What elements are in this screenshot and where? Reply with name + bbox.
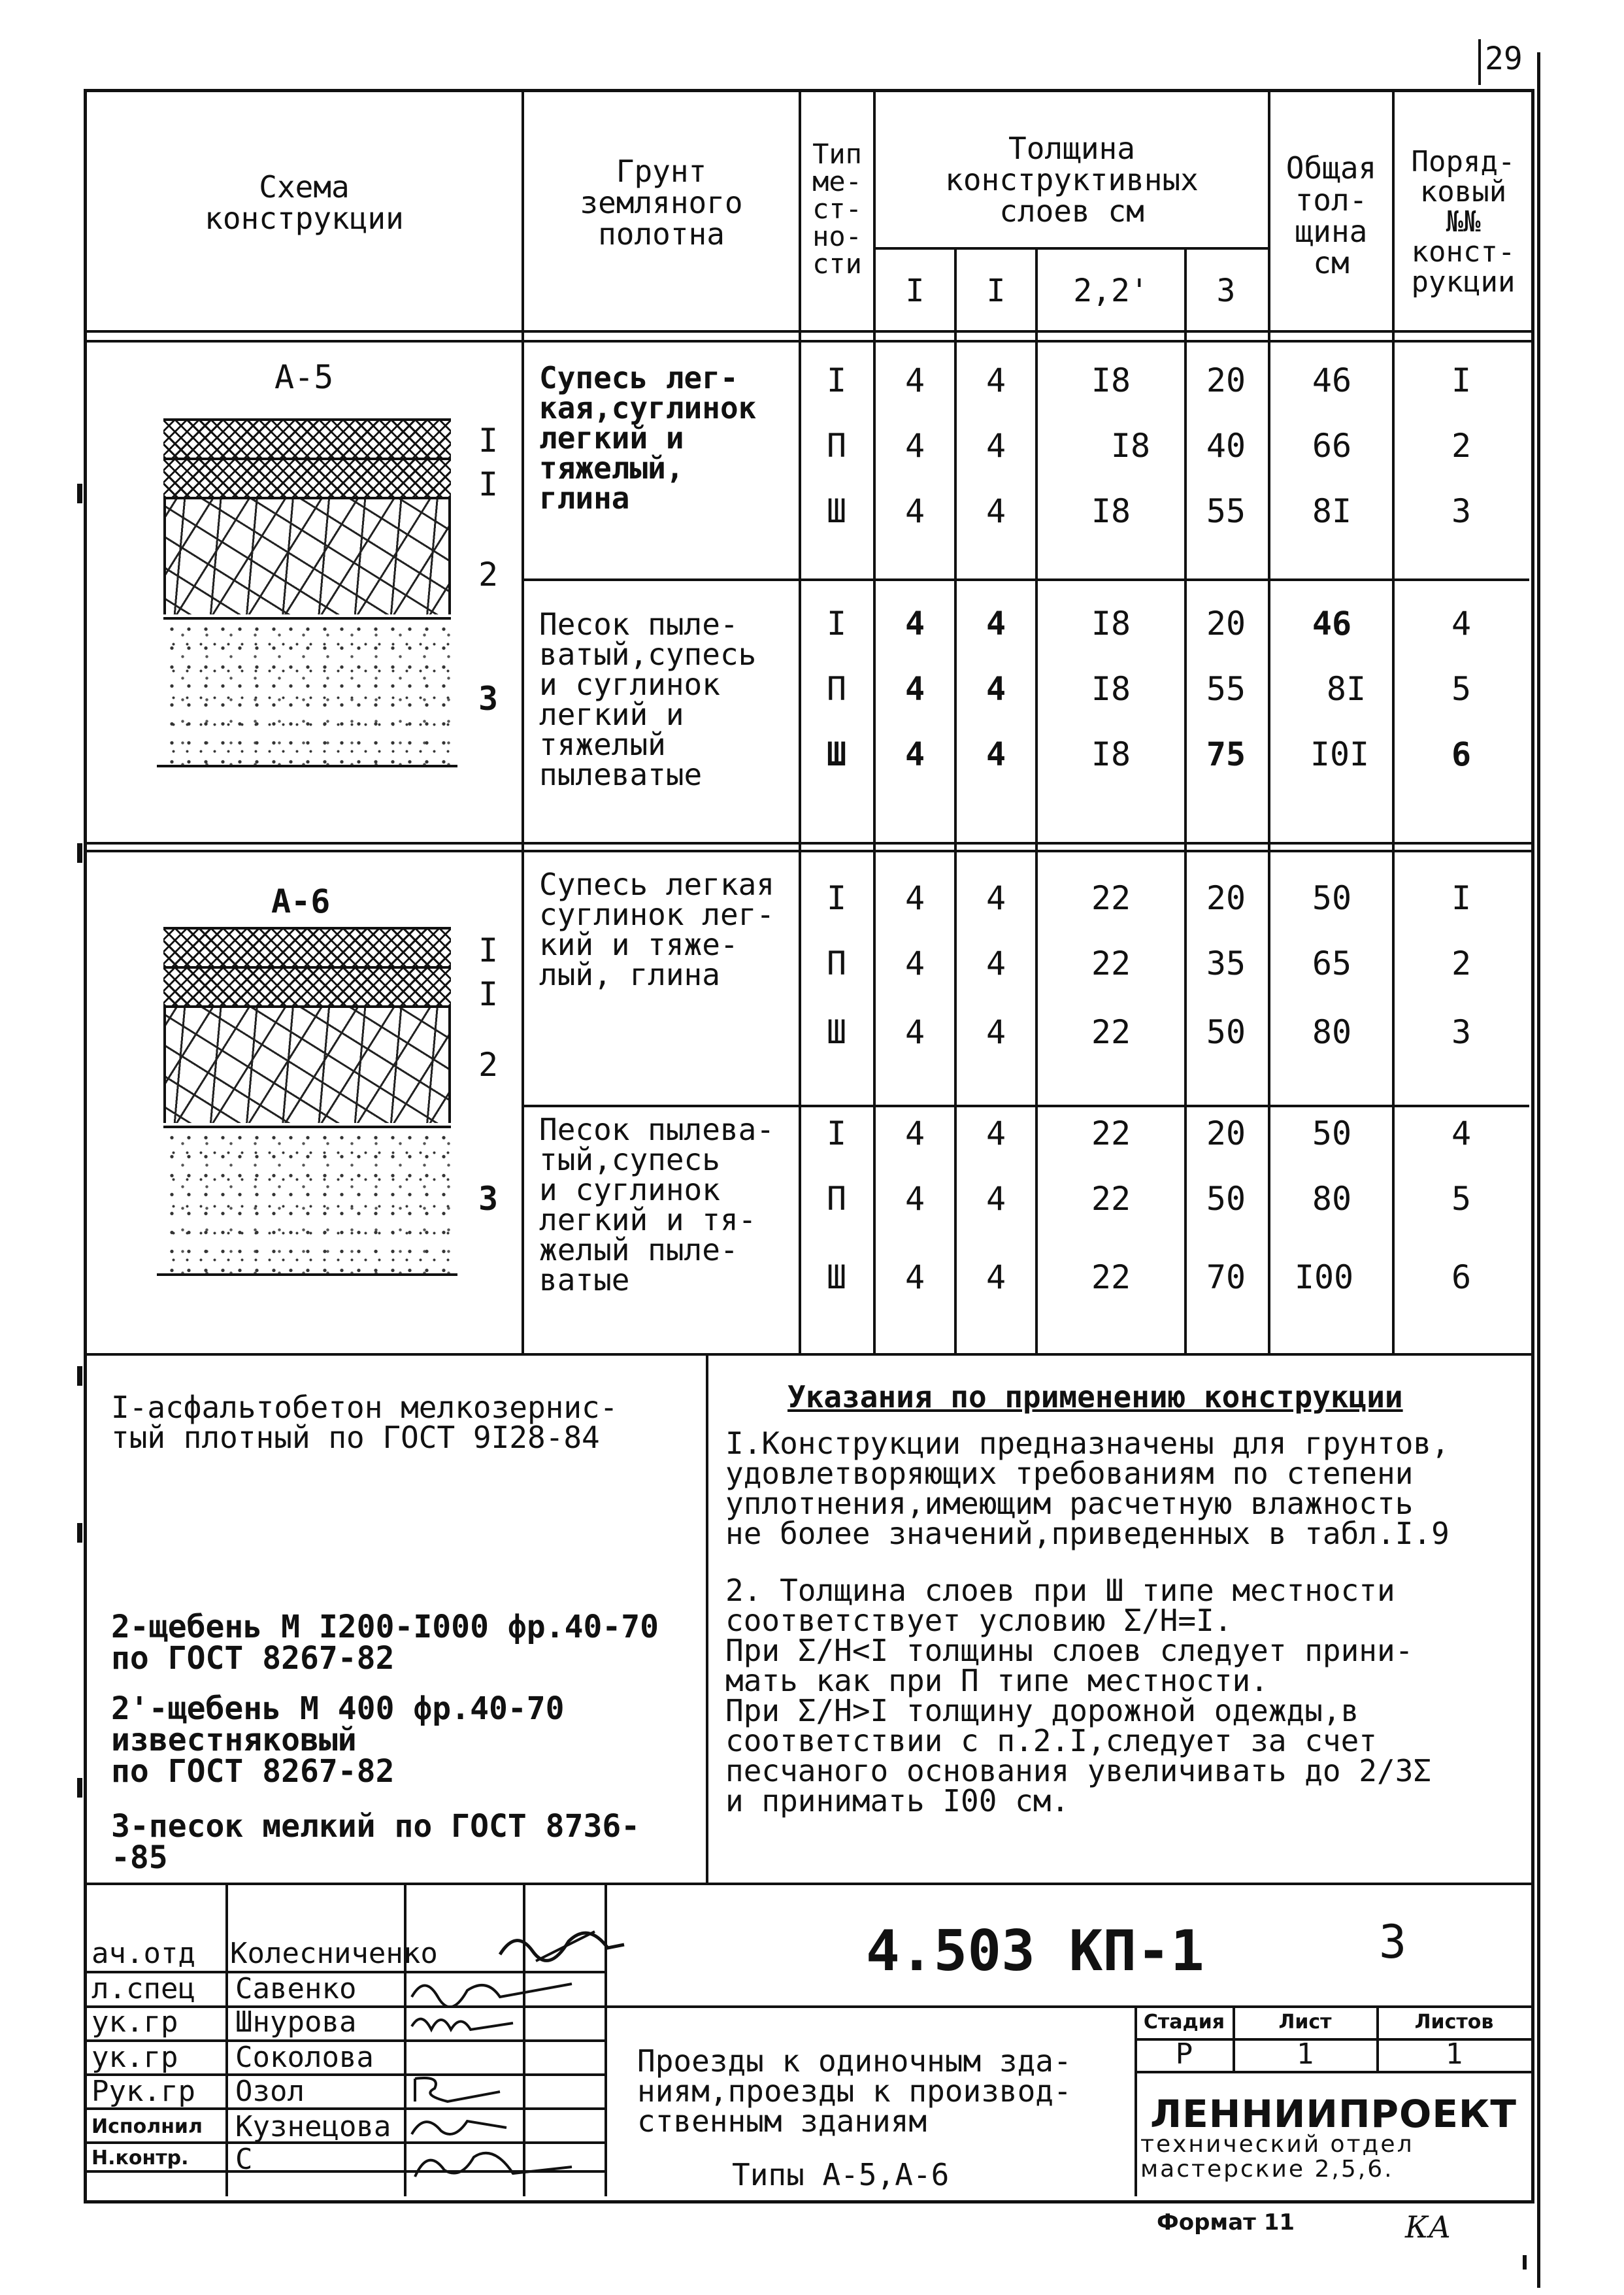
a5-g2-r2-order: 5 (1451, 670, 1472, 708)
a5-g2-r1-t2: 4 (986, 605, 1006, 643)
table-line (87, 1353, 1531, 1356)
a5-g2-r3-total: I0I (1310, 735, 1370, 773)
a6-label-layer-2: 2 (478, 1046, 499, 1084)
a6-g1-r2-t4: 35 (1206, 945, 1246, 982)
stamp-role-6: Исполнил (91, 2115, 203, 2138)
a5-g2-r1-t3: I8 (1091, 605, 1131, 643)
a6-g1-r1-t1: 4 (904, 879, 925, 917)
a6-layer-asphalt-2 (163, 966, 451, 1008)
a5-g1-r1-t1: 4 (904, 361, 925, 399)
notes-title: Указания по применению конструкции (787, 1379, 1403, 1415)
a5-g1-r1-t3: I8 (1091, 361, 1131, 399)
construction-a5-label: А-5 (274, 358, 334, 396)
a6-g1-r2-t1: 4 (904, 945, 925, 982)
table-line (954, 247, 957, 1354)
a6-g1-r2-order: 2 (1451, 945, 1472, 982)
signature-2 (408, 1971, 578, 2007)
a5-g1-r3-t1: 4 (904, 492, 925, 530)
a5-g2-r2-terrain: П (826, 670, 847, 708)
document-code-extra: 3 (1379, 1915, 1407, 1969)
a5-g1-r3-t4: 55 (1206, 492, 1246, 530)
header-scheme: Схема конструкции (205, 169, 404, 236)
a5-g1-r3-t2: 4 (986, 492, 1006, 530)
stage-value: Р (1175, 2037, 1193, 2071)
a6-g2-r1-terrain: I (826, 1114, 847, 1152)
legend-item-limestone: 2'-щебень М 400 фр.40-70 известняковый по ГОСТ 8267-82 (111, 1690, 565, 1790)
table-line (87, 340, 1531, 343)
table-line (87, 330, 1531, 333)
a6-g1-r2-t2: 4 (986, 945, 1006, 982)
stamp-role-7: Н.контр. (91, 2147, 189, 2169)
stamp-role-3: ук.гр (91, 2005, 178, 2039)
a5-g1-r2-t1: 4 (904, 427, 925, 465)
a6-soil-group-2: Песок пылева- тый,супесь и суглинок легкий и тя- желый пыле- ватые (539, 1112, 775, 1298)
a5-g2-r1-terrain: I (826, 605, 847, 643)
a6-g1-r3-t1: 4 (904, 1013, 925, 1051)
a5-g1-r1-total: 46 (1312, 361, 1352, 399)
a5-label-layer-1: I (478, 422, 499, 460)
document-code: 4.503 КП-1 (866, 1918, 1204, 1984)
a6-g1-r1-order: I (1451, 879, 1472, 917)
a5-g1-r1-t4: 20 (1206, 361, 1246, 399)
margin-tick (77, 484, 82, 503)
a6-g2-r3-t3: 22 (1091, 1258, 1131, 1296)
table-line (523, 578, 1529, 581)
a5-g2-r3-t2: 4 (986, 735, 1006, 773)
a6-g2-r3-terrain: Ш (826, 1258, 847, 1296)
drawing-title: Проезды к одиночным зда- ниям,проезды к производ- ственным зданиям (637, 2043, 1072, 2139)
a6-g2-r3-t1: 4 (904, 1258, 925, 1296)
stamp-role-4: ук.гр (91, 2041, 178, 2074)
signature-3 (408, 2007, 520, 2039)
legend-item-asphalt: I-асфальтобетон мелкозернис- тый плотный по ГОСТ 9I28-84 (111, 1390, 618, 1455)
construction-a6-label: А-6 (271, 882, 331, 920)
table-line (87, 850, 1531, 852)
table-line (87, 842, 1531, 845)
title-block-top (87, 1883, 1531, 1885)
a5-g2-r2-t3: I8 (1091, 670, 1131, 708)
a5-g1-r2-order: 2 (1451, 427, 1472, 465)
a5-g2-r3-t1: 4 (904, 735, 925, 773)
a5-g1-r2-total: 66 (1312, 427, 1352, 465)
a6-g2-r3-t4: 70 (1206, 1258, 1246, 1296)
a5-g1-r3-order: 3 (1451, 492, 1472, 530)
a6-g2-r2-t3: 22 (1091, 1180, 1131, 1218)
a6-label-layer-3: 3 (478, 1180, 499, 1218)
sheet-value: 1 (1296, 2037, 1314, 2071)
right-margin-line (1537, 52, 1540, 2288)
stage-label: Стадия (1143, 2011, 1225, 2034)
a5-g1-r2-t3: I8 (1110, 427, 1151, 465)
a6-g2-r1-t4: 20 (1206, 1114, 1246, 1152)
a6-label-layer-1b: I (478, 975, 499, 1013)
stamp-name-7: С (235, 2143, 253, 2176)
a6-g1-r3-t3: 22 (1091, 1013, 1131, 1051)
a5-layer-crushed-stone (163, 499, 451, 614)
a5-g2-r1-total: 46 (1312, 605, 1352, 643)
margin-tick (77, 843, 82, 863)
header-thickness: Толщина конструктивных слоев см (945, 130, 1199, 229)
a6-soil-group-1: Супесь легкая суглинок лег- кий и тяже- лый, глина (539, 867, 775, 992)
notes-paragraph-2: 2. Толщина слоев при Ш типе местности соответствует условию Σ/Н=I. При Σ/Н<I толщины слоев следует прини- мать как при П типе местности. При Σ/Н>I толщину дорожной одежды,в соответствии с п.2.I,следует за счет песчаного основания увеличивать до 2/3Σ и принимать I00 см. (725, 1573, 1432, 1818)
header-order: Поряд- ковый №№ конст- рукции (1411, 144, 1516, 299)
a6-g1-r1-terrain: I (826, 879, 847, 917)
stamp-name-6: Кузнецова (235, 2110, 391, 2143)
a6-g2-r1-t1: 4 (904, 1114, 925, 1152)
a5-g1-r1-terrain: I (826, 361, 847, 399)
stamp-line (1135, 2071, 1531, 2073)
header-terrain: Тип ме- ст- но- сти (812, 138, 862, 280)
handwritten-mark: КА (1405, 2209, 1451, 2245)
legend-notes-divider (706, 1353, 708, 1883)
a5-g1-r3-terrain: Ш (826, 492, 847, 530)
a6-layer-asphalt-1 (163, 927, 451, 966)
a6-g1-r1-t2: 4 (986, 879, 1006, 917)
table-line (873, 247, 1270, 250)
a6-g2-r3-t2: 4 (986, 1258, 1006, 1296)
a6-g1-r3-t2: 4 (986, 1013, 1006, 1051)
notes-paragraph-1: I.Конструкции предназначены для грунтов, удовлетворяющих требованиям по степени уплотнения,имеющим расчетную влажность не более значений,приведенных в табл.I.9 (725, 1426, 1450, 1551)
a5-g2-r2-total: 8I (1326, 670, 1367, 708)
table-line (1392, 89, 1395, 1354)
signature-4 (408, 2072, 513, 2108)
a6-g2-r2-t1: 4 (904, 1180, 925, 1218)
a6-g1-r1-t3: 22 (1091, 879, 1131, 917)
header-sub-2: I (986, 272, 1006, 309)
a5-g1-r2-t2: 4 (986, 427, 1006, 465)
a6-g1-r1-total: 50 (1312, 879, 1352, 917)
a5-base-line (157, 765, 457, 767)
table-line (1184, 247, 1187, 1354)
a5-g2-r1-order: 4 (1451, 605, 1472, 643)
stamp-name-3: Шнурова (235, 2005, 357, 2039)
a5-layer-sand (163, 617, 451, 767)
sheets-value: 1 (1445, 2037, 1463, 2071)
table-line (1268, 89, 1270, 1354)
a5-g2-r2-t1: 4 (904, 670, 925, 708)
a6-g1-r2-terrain: П (826, 945, 847, 982)
a5-soil-group-2: Песок пыле- ватый,супесь и суглинок легкий и тяжелый пылеватые (539, 607, 757, 792)
a6-layer-crushed-stone (163, 1008, 451, 1123)
a5-layer-asphalt-2 (163, 458, 451, 499)
header-sub-3: 2,2' (1073, 272, 1149, 309)
header-sub-1: I (905, 272, 925, 309)
header-total: Общая тол- щина см (1285, 150, 1377, 281)
stamp-name-2: Савенко (235, 1972, 357, 2005)
sheet-label: Лист (1278, 2011, 1332, 2034)
legend-item-sand: 3-песок мелкий по ГОСТ 8736- -85 (111, 1808, 640, 1876)
a5-g2-r3-t3: I8 (1091, 735, 1131, 773)
organization-department: технический отдел мастерские 2,5,6. (1140, 2131, 1414, 2183)
a6-g1-r3-t4: 50 (1206, 1013, 1246, 1051)
a6-g2-r2-t4: 50 (1206, 1180, 1246, 1218)
a6-g2-r2-terrain: П (826, 1180, 847, 1218)
a6-g2-r1-t3: 22 (1091, 1114, 1131, 1152)
a6-layer-sand (163, 1126, 451, 1276)
a6-g2-r2-order: 5 (1451, 1180, 1472, 1218)
stamp-name-4: Соколова (235, 2041, 374, 2074)
a5-g1-r2-t4: 40 (1206, 427, 1246, 465)
margin-tick (1523, 2255, 1527, 2270)
a6-g2-r1-t2: 4 (986, 1114, 1006, 1152)
table-line (799, 89, 801, 1354)
legend-item-crushed-stone: 2-щебень М I200-I000 фр.40-70 по ГОСТ 8267-82 (111, 1609, 659, 1677)
a6-g1-r3-terrain: Ш (826, 1013, 847, 1051)
header-soil: Грунт земляного полотна (580, 153, 743, 252)
stamp-name-5: Озол (235, 2075, 305, 2108)
table-line (522, 89, 524, 1354)
a5-g2-r1-t4: 20 (1206, 605, 1246, 643)
a6-g2-r2-t2: 4 (986, 1180, 1006, 1218)
table-line (523, 1105, 1529, 1107)
a5-g1-r1-t2: 4 (986, 361, 1006, 399)
a5-g1-r2-terrain: П (826, 427, 847, 465)
table-line (873, 89, 876, 1354)
a5-g2-r2-t4: 55 (1206, 670, 1246, 708)
stamp-role-1: ач.отд (91, 1937, 195, 1970)
signature-1 (497, 1915, 627, 1974)
a5-layer-asphalt-1 (163, 418, 451, 458)
a6-g1-r2-t3: 22 (1091, 945, 1131, 982)
margin-tick (77, 1366, 82, 1386)
a5-label-layer-1b: I (478, 465, 499, 503)
a5-g1-r1-order: I (1451, 361, 1472, 399)
a6-label-layer-1: I (478, 931, 499, 969)
stamp-role-2: л.спец (91, 1972, 195, 2005)
sheets-label: Листов (1414, 2011, 1494, 2034)
organization-name: ЛЕННИИПРОЕКТ (1150, 2092, 1517, 2136)
a6-g1-r2-total: 65 (1312, 945, 1352, 982)
a6-base-line (157, 1273, 457, 1276)
a5-label-layer-2: 2 (478, 556, 499, 594)
a5-label-layer-3: 3 (478, 680, 499, 718)
margin-tick (77, 1778, 82, 1798)
signature-6 (408, 2141, 578, 2186)
a6-g1-r1-t4: 20 (1206, 879, 1246, 917)
a5-g1-r3-total: 8I (1312, 492, 1352, 530)
signature-5 (408, 2108, 513, 2144)
a5-g1-r3-t3: I8 (1091, 492, 1131, 530)
page-number-tick (1478, 39, 1481, 85)
format-label: Формат 11 (1157, 2209, 1295, 2236)
a5-g2-r3-terrain: Ш (826, 735, 847, 773)
header-sub-4: 3 (1216, 272, 1236, 309)
table-line (1035, 247, 1038, 1354)
a5-g2-r1-t1: 4 (904, 605, 925, 643)
a5-g2-r3-t4: 75 (1206, 735, 1246, 773)
a6-g2-r3-order: 6 (1451, 1258, 1472, 1296)
a6-g1-r3-order: 3 (1451, 1013, 1472, 1051)
page-number: 29 (1485, 41, 1523, 77)
margin-tick (77, 1523, 82, 1543)
a5-g2-r2-t2: 4 (986, 670, 1006, 708)
a6-g2-r1-total: 50 (1312, 1114, 1352, 1152)
a6-g2-r1-order: 4 (1451, 1114, 1472, 1152)
a6-g2-r3-total: I00 (1294, 1258, 1354, 1296)
a6-g2-r2-total: 80 (1312, 1180, 1352, 1218)
stamp-name-1: Колесниченко (230, 1937, 438, 1970)
stamp-role-5: Рук.гр (91, 2075, 195, 2108)
a5-soil-group-1: Супесь лег- кая,суглинок легкий и тяжелый, глина (539, 360, 757, 516)
a5-g2-r3-order: 6 (1451, 735, 1472, 773)
drawing-types: Типы А-5,А-6 (732, 2157, 950, 2192)
a6-g1-r3-total: 80 (1312, 1013, 1352, 1051)
